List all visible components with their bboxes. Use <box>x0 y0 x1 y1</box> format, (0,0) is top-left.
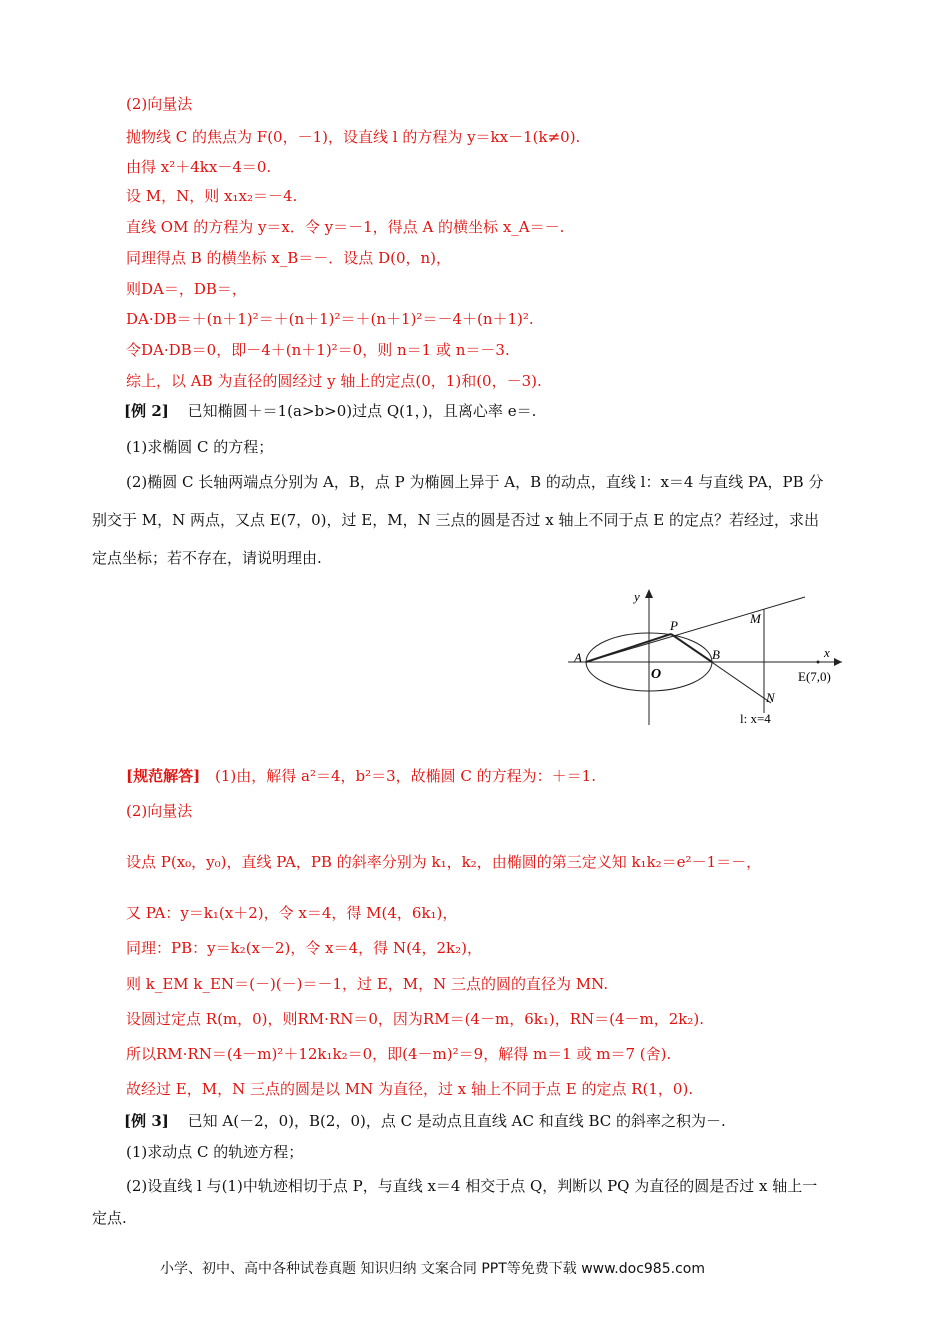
line-pa <box>586 597 805 662</box>
solution-line: 抛物线 C 的焦点为 F(0，－1)，设直线 l 的方程为 y＝kx－1(k≠0). <box>126 128 581 146</box>
label-n: N <box>766 690 775 705</box>
question-2-cont: 定点坐标；若不存在，请说明理由. <box>92 549 322 567</box>
solution-line: 则DA＝，DB＝， <box>126 280 247 298</box>
solution-line: 同理得点 B 的横坐标 x_B＝－．设点 D(0，n)， <box>126 249 452 267</box>
chord-pb <box>671 634 712 662</box>
solution-line: 综上，以 AB 为直径的圆经过 y 轴上的定点(0，1)和(0，－3). <box>126 372 542 390</box>
label-o: O <box>651 667 662 682</box>
label-b: B <box>712 647 720 662</box>
label-e: E(7,0) <box>798 669 831 684</box>
example-2 <box>124 401 536 421</box>
label-p: P <box>670 618 678 633</box>
solution-line: 直线 OM 的方程为 y＝x．令 y＝－1，得点 A 的横坐标 x_A＝－. <box>126 218 565 236</box>
solution-line: 由得 x²＋4kx－4＝0. <box>126 158 272 176</box>
solution-1 <box>126 766 596 786</box>
question-2: (2)设直线 l 与(1)中轨迹相切于点 P，与直线 x＝4 相交于点 Q，判断以 PQ 为直径的圆是否过 x 轴上一 <box>126 1177 818 1195</box>
example-label: [例 2] <box>124 402 169 420</box>
solution-line: 则 k_EM k_EN＝(－)(－)＝－1，过 E，M，N 三点的圆的直径为 MN. <box>126 975 609 993</box>
label-l: l: x=4 <box>740 711 771 726</box>
solution-line: 设圆过定点 R(m，0)，则RM·RN＝0，因为RM＝(4－m，6k₁)，RN＝(4－m，2k₂). <box>126 1010 704 1028</box>
example-label: [例 3] <box>124 1112 169 1130</box>
solution-line: 又 PA：y＝k₁(x＋2)，令 x＝4，得 M(4，6k₁)， <box>126 904 458 922</box>
question-2: (2)椭圆 C 长轴两端点分别为 A，B，点 P 为椭圆上异于 A，B 的动点，直线 l：x＝4 与直线 PA，PB 分 <box>126 473 824 491</box>
footer-banner: 小学、初中、高中各种试卷真题 知识归纳 文案合同 PPT等免费下载 www.doc985.com <box>160 1261 705 1277</box>
question-2-cont: 别交于 M，N 两点，又点 E(7，0)，过 E，M，N 三点的圆是否过 x 轴上不同于点 E 的定点？若经过，求出 <box>92 511 819 529</box>
solution-line: 令DA·DB＝0，即－4＋(n＋1)²＝0，则 n＝1 或 n＝－3. <box>126 341 510 359</box>
solution-text: (1)由，解得 a²＝4，b²＝3，故椭圆 C 的方程为：＋＝1. <box>214 767 596 785</box>
solution-line: 所以RM·RN＝(4－m)²＋12k₁k₂＝0，即(4－m)²＝9，解得 m＝1 或 m＝7 (舍). <box>126 1045 672 1063</box>
solution-line: 设点 P(x₀，y₀)，直线 PA，PB 的斜率分别为 k₁，k₂，由椭圆的第三定义知 k₁k₂＝e²－1＝－， <box>126 853 762 871</box>
y-label: y <box>634 589 640 604</box>
chord-ap <box>586 634 671 662</box>
solution-line: 设 M，N，则 x₁x₂＝－4. <box>126 187 298 205</box>
question-2-cont: 定点. <box>92 1209 127 1227</box>
x-axis-arrow <box>834 658 842 666</box>
example-text: 已知 A(－2，0)，B(2，0)，点 C 是动点且直线 AC 和直线 BC 的斜率之积为－. <box>187 1112 726 1130</box>
point-e <box>817 661 820 664</box>
label-a: A <box>574 650 582 665</box>
label-m: M <box>750 611 761 626</box>
ellipse-figure <box>560 585 850 730</box>
example-3 <box>124 1111 726 1131</box>
solution-line: 故经过 E，M，N 三点的圆是以 MN 为直径，过 x 轴上不同于点 E 的定点 R(1，0). <box>126 1080 694 1098</box>
solution-label: [规范解答] <box>126 767 201 785</box>
example-text: 已知椭圆＋＝1(a>b>0)过点 Q(1，)，且离心率 e＝. <box>187 402 537 420</box>
question-1: (1)求椭圆 C 的方程； <box>126 438 274 456</box>
solution-line: 同理：PB：y＝k₂(x－2)，令 x＝4，得 N(4，2k₂)， <box>126 939 482 957</box>
x-label: x <box>824 645 830 660</box>
solution-line: DA·DB＝＋(n＋1)²＝＋(n＋1)²＝＋(n＋1)²＝－4＋(n＋1)². <box>126 310 534 328</box>
method-heading: (2)向量法 <box>126 802 193 820</box>
method-heading: (2)向量法 <box>126 95 193 113</box>
y-axis-arrow <box>645 589 653 598</box>
question-1: (1)求动点 C 的轨迹方程； <box>126 1143 304 1161</box>
